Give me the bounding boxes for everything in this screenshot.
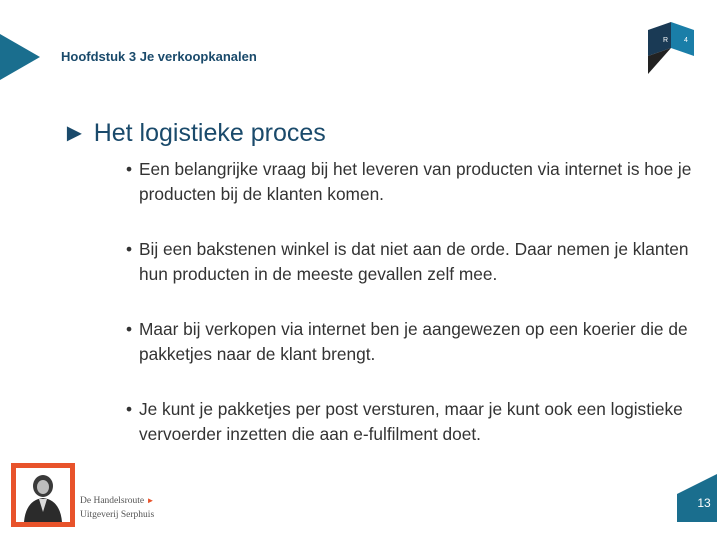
portrait-frame (16, 468, 70, 522)
bullet-item (126, 157, 706, 207)
heading-arrow-icon: ► (62, 119, 87, 147)
bullet-item (126, 237, 706, 287)
bullet-item (126, 317, 706, 367)
publisher-imprint: Uitgeverij Serphuis (80, 510, 155, 520)
publisher-logo (11, 463, 75, 527)
bullet-dot-icon: • (126, 159, 133, 179)
portrait-icon (16, 468, 70, 522)
bullet-text: Je kunt je pakketjes per post versturen, maar je kunt ook een logistieke vervoerder inzetten die aan e-fulfilment doet. (139, 399, 683, 444)
slide-heading-text: Het logistieke proces (93, 119, 326, 147)
slide-heading (62, 119, 326, 148)
publisher-name (80, 496, 154, 506)
bullet-text: Een belangrijke vraag bij het leveren van producten via internet is hoe je producten bij de klanten komen. (139, 159, 692, 204)
bullet-text: Maar bij verkopen via internet ben je aangewezen op een koerier die de pakketjes naar de klant brengt. (139, 319, 688, 364)
page-number: 13 (697, 496, 711, 510)
publisher-name-text: De Handelsroute (80, 496, 145, 506)
bullet-dot-icon: • (126, 399, 133, 419)
bullet-list (126, 157, 706, 477)
brand-letter-r: R (663, 37, 669, 44)
bullet-text: Bij een bakstenen winkel is dat niet aan de orde. Daar nemen je klanten hun producten in de meeste gevallen zelf mee. (139, 239, 689, 284)
bullet-dot-icon: • (126, 319, 133, 339)
brand-logo-icon (648, 22, 694, 74)
left-arrow-decoration (0, 34, 40, 80)
bullet-item (126, 397, 706, 447)
publisher-arrow-icon: ► (146, 496, 155, 505)
chapter-title: Hoofdstuk 3 Je verkoopkanalen (61, 49, 257, 64)
bullet-dot-icon: • (126, 239, 133, 259)
brand-letter-4: 4 (684, 37, 688, 44)
